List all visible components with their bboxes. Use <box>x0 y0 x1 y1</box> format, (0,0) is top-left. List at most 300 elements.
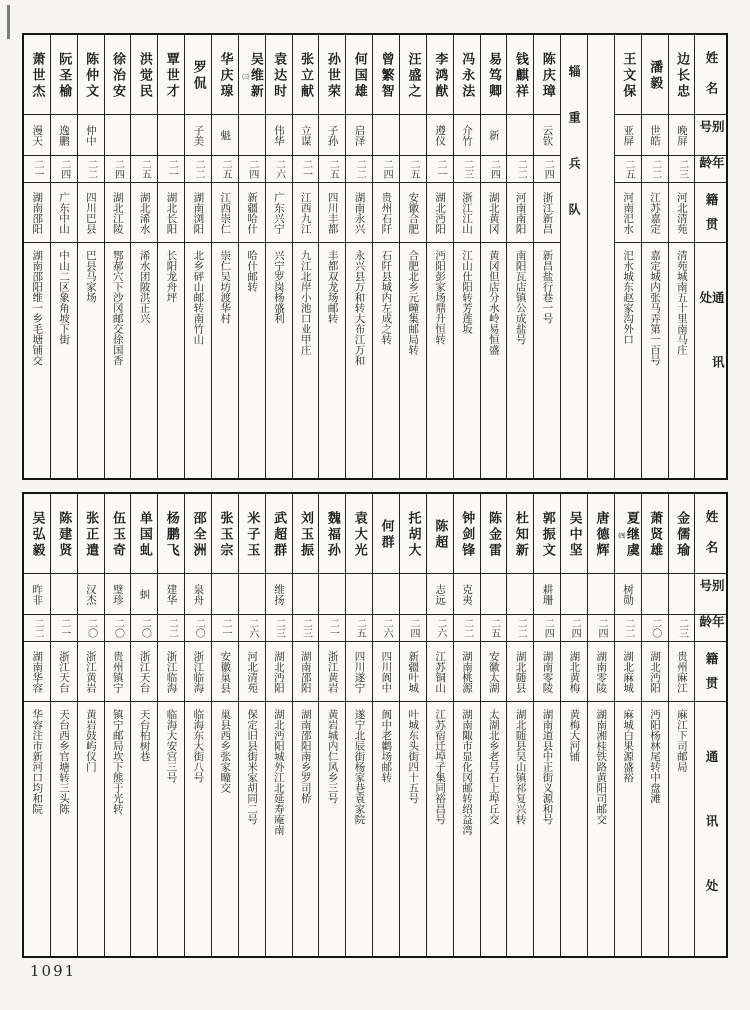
person-column <box>614 35 641 478</box>
person-native: 河南汜水 <box>615 182 641 242</box>
person-alias: 介竹 <box>454 114 480 155</box>
person-alias: 漫天 <box>24 114 50 155</box>
header-alias-label: 别号 <box>695 573 726 614</box>
person-alias <box>158 114 184 155</box>
person-column <box>157 35 184 478</box>
person-native: 湖南浏阳 <box>185 182 211 242</box>
person-native: 湖南桃源 <box>454 641 480 701</box>
person-alias: 泉舟 <box>185 573 211 614</box>
person-age: 二五 <box>131 155 157 182</box>
person-age: 二二 <box>642 155 668 182</box>
person-name <box>266 494 292 573</box>
person-name-text: 吴弘毅 <box>29 510 45 559</box>
person-address: 黄梅大河铺 <box>561 701 587 956</box>
person-column <box>77 494 104 956</box>
person-name <box>131 494 157 573</box>
person-column <box>480 35 507 478</box>
person-name-text: 陈庆璋 <box>539 51 555 100</box>
person-age: 二六 <box>373 614 399 641</box>
page-number: 1091 <box>30 962 77 980</box>
person-native: 贵州麻江 <box>669 641 695 701</box>
person-name-text: 洪觉民 <box>136 51 152 100</box>
person-name-text: 李鸿猷 <box>432 51 448 100</box>
person-name <box>400 35 426 114</box>
person-native: 河南南阳 <box>507 182 533 242</box>
person-address: 北乡砰山邮转南竹山 <box>185 242 211 478</box>
person-native: 浙江黄岩 <box>319 641 345 701</box>
person-address: 鄂郝穴下沙冈邮交徐国香 <box>105 242 131 478</box>
person-column <box>318 494 345 956</box>
person-name-text: 伍玉奇 <box>110 510 126 559</box>
person-native: 浙江临海 <box>158 641 184 701</box>
person-address: 石阡县城内左成之转 <box>373 242 399 478</box>
person-address: 清苑城南五十里南马庄 <box>669 242 695 478</box>
header-column <box>694 35 726 478</box>
header-address-label: 通讯处 <box>695 701 726 956</box>
person-native: 湖北麻城 <box>615 641 641 701</box>
person-address: 镇宁邮局坎下熊于光转 <box>105 701 131 956</box>
person-address: 江山仕阳转芳莲坂 <box>454 242 480 478</box>
person-name <box>158 494 184 573</box>
person-age: 二〇 <box>642 614 668 641</box>
person-native: 浙江天台 <box>131 641 157 701</box>
person-name <box>105 494 131 573</box>
person-native: 新疆叶城 <box>400 641 426 701</box>
person-address: 浠水团陂洪正兴 <box>131 242 157 478</box>
person-column <box>668 494 695 956</box>
person-alias: 晚屏 <box>669 114 695 155</box>
person-native: 浙江黄岩 <box>78 641 104 701</box>
name-annotation-mark: ㈢ <box>241 72 250 80</box>
person-alias: 虯 <box>131 573 157 614</box>
person-name-text: 钱麒祥 <box>512 51 528 100</box>
person-column <box>77 35 104 478</box>
person-name <box>669 35 695 114</box>
person-alias: 仲中 <box>78 114 104 155</box>
person-address: 叶城东头街四十五号 <box>400 701 426 956</box>
person-native: 新疆哈什 <box>239 182 265 242</box>
person-age: 二一 <box>293 155 319 182</box>
person-column <box>292 494 319 956</box>
person-alias: 子孙 <box>319 114 345 155</box>
header-alias-label: 别号 <box>695 114 726 155</box>
person-name <box>373 35 399 114</box>
person-age: 二〇 <box>185 614 211 641</box>
person-alias <box>669 573 695 614</box>
person-age: 二四 <box>400 614 426 641</box>
person-name <box>346 35 372 114</box>
person-native: 湖北沔阳 <box>642 641 668 701</box>
person-native: 四川丰都 <box>319 182 345 242</box>
person-column <box>641 35 668 478</box>
person-column <box>104 494 131 956</box>
person-native: 浙江新昌 <box>534 182 560 242</box>
person-alias: 亚屏 <box>615 114 641 155</box>
name-annotation-mark: ㈣ <box>617 531 626 539</box>
person-native: 江苏铜山 <box>427 641 453 701</box>
person-column <box>130 35 157 478</box>
person-name <box>158 35 184 114</box>
unit-section-divider <box>560 35 587 478</box>
person-column <box>480 494 507 956</box>
person-alias <box>319 573 345 614</box>
person-alias <box>131 114 157 155</box>
person-column <box>533 494 560 956</box>
person-native: 贵州镇宁 <box>105 641 131 701</box>
person-name-text: 萧贤雄 <box>647 510 663 559</box>
person-alias: 树勋 <box>615 573 641 614</box>
person-column <box>211 35 238 478</box>
person-age: 二五 <box>346 614 372 641</box>
person-column <box>453 35 480 478</box>
person-address: 遂宁北辰街杨家巷袁家院 <box>346 701 372 956</box>
person-column <box>104 35 131 478</box>
person-name-text: 冯永法 <box>459 51 475 100</box>
roster-table-top <box>22 33 728 480</box>
person-column <box>453 494 480 956</box>
person-name-text: 郭振文 <box>539 510 555 559</box>
person-address: 湖北随县吴山镇祁复兴转 <box>507 701 533 956</box>
person-alias <box>400 114 426 155</box>
person-alias: 维扬 <box>266 573 292 614</box>
person-alias <box>346 573 372 614</box>
person-address: 南阳瓦店镇公成盐号 <box>507 242 533 478</box>
person-alias: 新 <box>481 114 507 155</box>
person-address: 天台柏树巷 <box>131 701 157 956</box>
roster-table-bottom <box>22 492 728 958</box>
person-age: 二一 <box>212 614 238 641</box>
person-column <box>50 35 77 478</box>
person-alias <box>400 573 426 614</box>
person-name <box>105 35 131 114</box>
person-address: 丰都双龙场邮转 <box>319 242 345 478</box>
person-name-text: 张立献 <box>298 51 314 100</box>
person-address: 临海东大街八号 <box>185 701 211 956</box>
person-native: 河北清苑 <box>239 641 265 701</box>
person-name <box>131 35 157 114</box>
person-native: 浙江天台 <box>51 641 77 701</box>
person-native: 湖南永兴 <box>346 182 372 242</box>
person-column <box>587 494 614 956</box>
person-name <box>561 494 587 573</box>
person-name <box>319 35 345 114</box>
person-column <box>614 494 641 956</box>
person-address: 华容注市新河口均和院 <box>24 701 50 956</box>
person-address: 湖南邵阳南乡罗司桥 <box>293 701 319 956</box>
person-alias: 建华 <box>158 573 184 614</box>
person-alias <box>507 573 533 614</box>
person-alias <box>642 573 668 614</box>
person-name <box>346 494 372 573</box>
person-column <box>211 494 238 956</box>
person-native: 江西九江 <box>293 182 319 242</box>
header-address-label: 通讯处 <box>695 242 726 478</box>
person-age: 二四 <box>481 155 507 182</box>
person-native: 安徽太湖 <box>481 641 507 701</box>
person-name <box>588 494 614 573</box>
person-age: 二一 <box>51 614 77 641</box>
person-native: 湖南零陵 <box>588 641 614 701</box>
person-column <box>265 35 292 478</box>
person-column <box>184 35 211 478</box>
person-age: 二五 <box>400 155 426 182</box>
person-alias: 耕珊 <box>534 573 560 614</box>
person-address: 天台西乡官塘转三头陈 <box>51 701 77 956</box>
person-name <box>24 35 50 114</box>
person-name-text: 孙世荣 <box>324 51 340 100</box>
person-address: 哈什邮转 <box>239 242 265 478</box>
person-age: 二一 <box>427 155 453 182</box>
person-native: 湖北沔阳 <box>266 641 292 701</box>
person-alias <box>373 114 399 155</box>
person-age: 二五 <box>481 614 507 641</box>
person-name <box>24 494 50 573</box>
person-name-text: 何国雄 <box>351 51 367 100</box>
person-name-text: 边长忠 <box>674 51 690 100</box>
person-column <box>668 35 695 478</box>
header-native-label: 籍贯 <box>695 641 726 701</box>
person-alias <box>293 573 319 614</box>
person-column <box>318 35 345 478</box>
person-alias <box>239 114 265 155</box>
person-name-text: 罗侃 <box>190 59 206 92</box>
person-name-text: 陈超 <box>432 518 448 551</box>
person-age: 二五 <box>615 155 641 182</box>
person-native: 湖南零陵 <box>534 641 560 701</box>
person-age: 二二 <box>158 614 184 641</box>
person-name <box>481 494 507 573</box>
person-name-text: 易笃卿 <box>486 51 502 100</box>
person-column <box>372 494 399 956</box>
person-alias <box>507 114 533 155</box>
person-age: 二一 <box>319 614 345 641</box>
person-address: 汜水城东赵家沟外口 <box>615 242 641 478</box>
person-address: 兴宁罗岗杨盛利 <box>266 242 292 478</box>
person-name <box>454 35 480 114</box>
person-age: 二四 <box>373 155 399 182</box>
person-alias: 魁 <box>212 114 238 155</box>
person-alias: 世皓 <box>642 114 668 155</box>
person-name-text: 钟剑锋 <box>459 510 475 559</box>
person-age: 二二 <box>185 155 211 182</box>
person-alias: 昨非 <box>24 573 50 614</box>
blank-spacer-column <box>587 35 614 478</box>
person-age: 二四 <box>534 614 560 641</box>
person-alias: 遵仪 <box>427 114 453 155</box>
person-name <box>669 494 695 573</box>
person-address: 保定旧县街米家胡同二号 <box>239 701 265 956</box>
person-name <box>51 35 77 114</box>
person-alias <box>212 573 238 614</box>
person-name-text: 魏福孙 <box>324 510 340 559</box>
person-name <box>293 494 319 573</box>
person-native: 浙江临海 <box>185 641 211 701</box>
person-age: 二五 <box>319 155 345 182</box>
person-name-text: 阮圣榆 <box>56 51 72 100</box>
person-column <box>50 494 77 956</box>
person-age: 二〇 <box>105 614 131 641</box>
person-age: 二三 <box>669 614 695 641</box>
person-column <box>345 494 372 956</box>
person-name-text: 张玉宗 <box>217 510 233 559</box>
person-column <box>426 35 453 478</box>
person-column <box>426 494 453 956</box>
person-age: 二二 <box>454 614 480 641</box>
person-name <box>507 494 533 573</box>
person-name <box>51 494 77 573</box>
person-age: 二〇 <box>78 614 104 641</box>
person-name <box>239 494 265 573</box>
person-address: 江苏宿迁埠子集同裕昌号 <box>427 701 453 956</box>
person-native: 湖北江陵 <box>105 182 131 242</box>
person-native: 湖南华容 <box>24 641 50 701</box>
person-address: 黄岩城内仁风乡三号 <box>319 701 345 956</box>
person-address: 湖南湘桂铁路黄阳司邮交 <box>588 701 614 956</box>
person-name <box>642 35 668 114</box>
person-name-text: 覃世才 <box>163 51 179 100</box>
person-column <box>238 35 265 478</box>
person-age: 二五 <box>212 155 238 182</box>
person-address: 湖南邵阳维一乡毛塘铺交 <box>24 242 50 478</box>
person-native: 安徽巢县 <box>212 641 238 701</box>
person-alias: 逸鹏 <box>51 114 77 155</box>
person-name-text: 王文保 <box>620 51 636 100</box>
person-alias: 云钦 <box>534 114 560 155</box>
person-age: 二二 <box>24 614 50 641</box>
person-name <box>534 35 560 114</box>
person-name <box>427 35 453 114</box>
person-native: 湖北长阳 <box>158 182 184 242</box>
person-address: 湖南陬市显化冈邮转绍益湾 <box>454 701 480 956</box>
unit-section-label: 辎重兵队 <box>567 65 582 249</box>
person-alias: 子美 <box>185 114 211 155</box>
person-native: 广东中山 <box>51 182 77 242</box>
person-column <box>372 35 399 478</box>
person-name-text: 袁达时 <box>271 51 287 100</box>
person-name <box>185 35 211 114</box>
person-column <box>24 35 50 478</box>
person-age: 二四 <box>105 155 131 182</box>
person-address: 麻江下司邮局 <box>669 701 695 956</box>
person-address: 阆中老鹳场邮转 <box>373 701 399 956</box>
person-name <box>642 494 668 573</box>
person-age: 二二 <box>615 614 641 641</box>
person-name <box>507 35 533 114</box>
person-native: 安徽合肥 <box>400 182 426 242</box>
person-address: 沔阳彭家场鼎升恒转 <box>427 242 453 478</box>
person-column <box>399 494 426 956</box>
person-column <box>157 494 184 956</box>
person-age: 二三 <box>454 155 480 182</box>
person-column <box>506 494 533 956</box>
person-age: 二三 <box>293 614 319 641</box>
person-alias: 伟华 <box>266 114 292 155</box>
person-column <box>641 494 668 956</box>
person-age: 二一 <box>24 155 50 182</box>
person-age: 二〇 <box>131 614 157 641</box>
header-native-label: 籍贯 <box>695 182 726 242</box>
person-native: 四川阆中 <box>373 641 399 701</box>
person-column <box>24 494 50 956</box>
header-age-label: 年龄 <box>695 614 726 641</box>
person-native: 湖北黄梅 <box>561 641 587 701</box>
person-address: 合肥北乡元疃集邮局转 <box>400 242 426 478</box>
header-column <box>694 494 726 956</box>
person-name-text: 陈金雷 <box>486 510 502 559</box>
person-name <box>400 494 426 573</box>
person-name-text: 刘玉振 <box>298 510 314 559</box>
person-native: 湖北浠水 <box>131 182 157 242</box>
person-column <box>238 494 265 956</box>
person-name <box>78 35 104 114</box>
person-alias <box>561 573 587 614</box>
person-address: 沔阳杨林尾转中盘滩 <box>642 701 668 956</box>
person-name-text: 华庆瑔 <box>217 51 233 100</box>
person-name-text: 袁大光 <box>351 510 367 559</box>
person-alias <box>105 114 131 155</box>
person-address: 崇仁吴坊渡华村 <box>212 242 238 478</box>
person-name-text: 金儒瑜 <box>674 510 690 559</box>
person-address: 临海大安宫三号 <box>158 701 184 956</box>
person-alias <box>239 573 265 614</box>
person-native: 江苏嘉定 <box>642 182 668 242</box>
person-native: 湖南邵阳 <box>24 182 50 242</box>
person-address: 巴县马家场 <box>78 242 104 478</box>
person-address: 巢县西乡张家疃交 <box>212 701 238 956</box>
person-name-text: 武超群 <box>271 510 287 559</box>
person-alias: 志远 <box>427 573 453 614</box>
person-name <box>185 494 211 573</box>
person-address: 嘉定城内张马弄第一百号 <box>642 242 668 478</box>
person-alias: 汉杰 <box>78 573 104 614</box>
person-alias: 立谋 <box>293 114 319 155</box>
person-address: 湖北沔阳城外江北延寿庵南 <box>266 701 292 956</box>
person-name-text: 陈仲文 <box>83 51 99 100</box>
person-age: 二三 <box>266 614 292 641</box>
person-address: 中山二区象角坡下街 <box>51 242 77 478</box>
person-native: 湖南邵阳 <box>293 641 319 701</box>
person-alias: 璧珍 <box>105 573 131 614</box>
person-alias <box>51 573 77 614</box>
scan-artifact-mark <box>7 5 10 39</box>
person-name-text: 托胡大 <box>405 510 421 559</box>
person-age: 二二 <box>507 614 533 641</box>
person-name-text: 陈建贤 <box>56 510 72 559</box>
person-address: 永兴县万和转大布江万和 <box>346 242 372 478</box>
person-column <box>399 35 426 478</box>
person-name <box>319 494 345 573</box>
person-name <box>615 494 641 573</box>
person-column <box>130 494 157 956</box>
person-name-text: 夏继虞 <box>623 510 639 559</box>
person-age: 二四 <box>561 614 587 641</box>
person-name <box>78 494 104 573</box>
person-name <box>293 35 319 114</box>
person-age: 二四 <box>534 155 560 182</box>
person-address: 太湖北乡老号石上埠丘交 <box>481 701 507 956</box>
person-native: 广东兴宁 <box>266 182 292 242</box>
person-name-text: 吴中坚 <box>566 510 582 559</box>
person-native: 四川巴县 <box>78 182 104 242</box>
person-alias: 启泽 <box>346 114 372 155</box>
person-column <box>292 35 319 478</box>
person-address: 黄冈但店分水岭易恒盛 <box>481 242 507 478</box>
person-alias: 克夷 <box>454 573 480 614</box>
person-age: 二二 <box>507 155 533 182</box>
person-name <box>481 35 507 114</box>
person-name-text: 米子玉 <box>244 510 260 559</box>
person-name <box>534 494 560 573</box>
